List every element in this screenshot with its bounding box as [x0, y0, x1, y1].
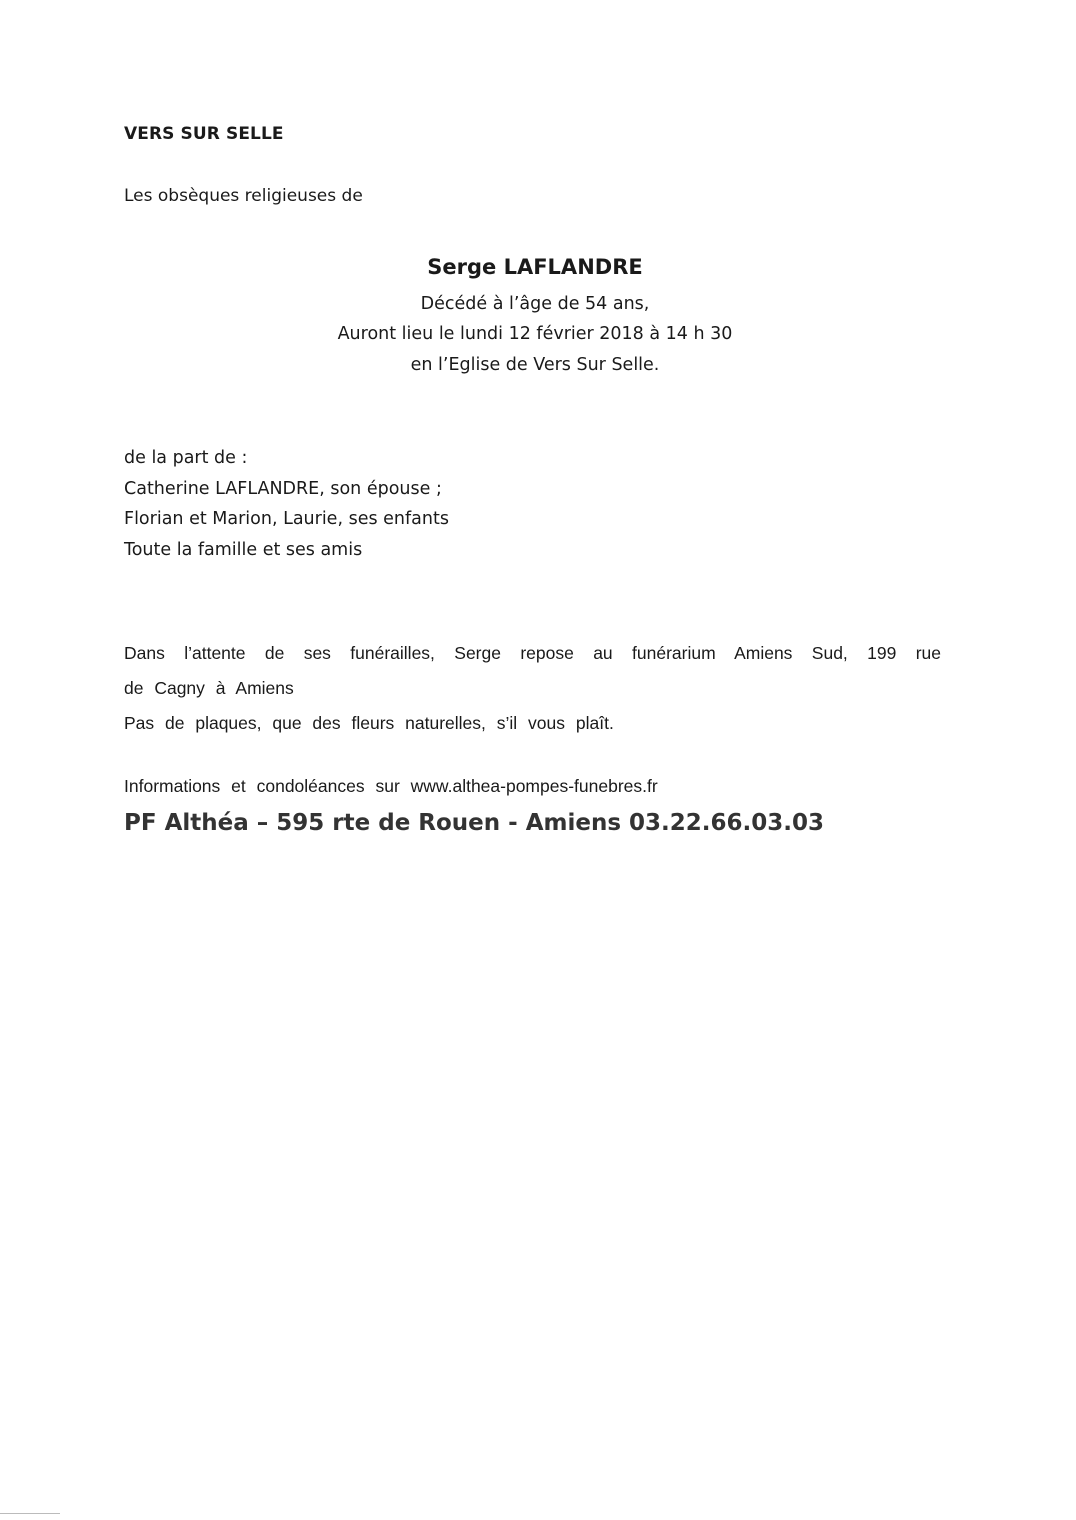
family-line: Florian et Marion, Laurie, ses enfants: [124, 509, 449, 529]
family-line: Toute la famille et ses amis: [124, 539, 363, 560]
scan-edge-mark: [0, 1513, 60, 1514]
intro-text: Les obsèques religieuses de: [124, 186, 363, 206]
notice-line: Dans l’attente de ses funérailles, Serge repose au funérarium Amiens Sud, 199 rue: [124, 643, 941, 663]
info-line: Informations et condoléances sur www.althea-pompes-funebres.fr: [124, 776, 658, 796]
family-block: [124, 443, 449, 565]
company-line: PF Althéa – 595 rte de Rouen - Amiens 03.22.66.03.03: [124, 810, 825, 836]
notice-line: Pas de plaques, que des fleurs naturelles, s’il vous plaît.: [124, 713, 614, 733]
place-line: en l’Eglise de Vers Sur Selle.: [410, 355, 660, 375]
age-line: Décédé à l’âge de 54 ans,: [420, 294, 650, 314]
notice-line: de Cagny à Amiens: [124, 678, 294, 698]
family-heading: de la part de :: [124, 448, 248, 468]
town-heading: VERS SUR SELLE: [124, 124, 284, 144]
deceased-name: Serge LAFLANDRE: [427, 255, 643, 279]
notice-block: [124, 636, 941, 741]
date-line: Auront lieu le lundi 12 février 2018 à 14 h 30: [337, 324, 733, 344]
family-line: Catherine LAFLANDRE, son épouse ;: [124, 478, 442, 499]
